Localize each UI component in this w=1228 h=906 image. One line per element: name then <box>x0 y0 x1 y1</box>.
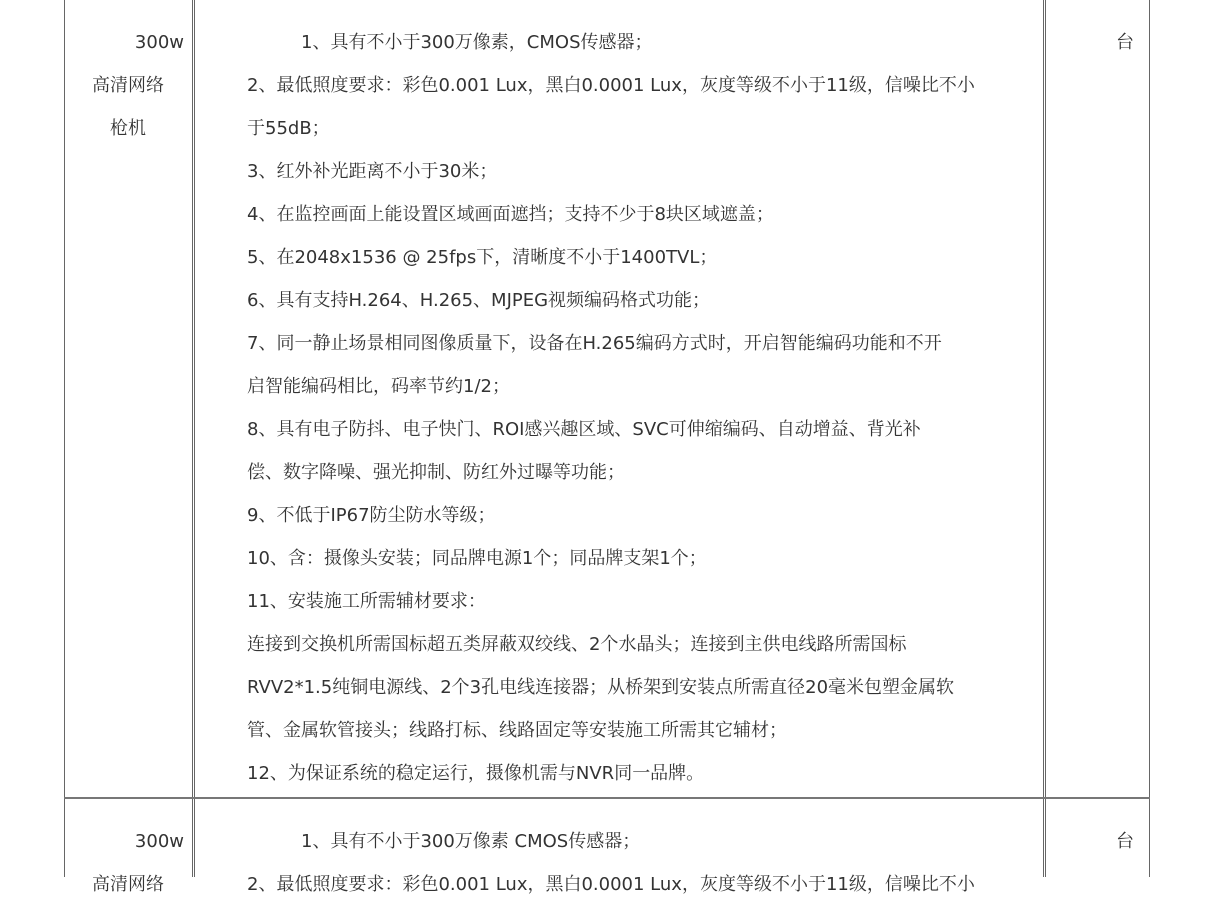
spec-line: 6、具有支持H.264、H.265、MJPEG视频编码格式功能； <box>247 290 711 311</box>
spec-line: 启智能编码相比，码率节约1/2； <box>247 376 510 397</box>
table-border-spec-unit <box>1043 0 1044 877</box>
spec-line: 9、不低于IP67防尘防水等级； <box>247 505 496 526</box>
spec-line: 偿、数字降噪、强光抑制、防红外过曝等功能； <box>247 462 625 483</box>
table-border-right <box>1149 0 1150 877</box>
spec-line: 11、安装施工所需辅材要求： <box>247 591 486 612</box>
spec-line: 1、具有不小于300万像素 CMOS传感器； <box>301 831 641 852</box>
spec-line: 管、金属软管接头；线路打标、线路固定等安装施工所需其它辅材； <box>247 720 787 741</box>
unit-cell <box>1044 820 1150 863</box>
spec-line: 7、同一静止场景相同图像质量下，设备在H.265编码方式时，开启智能编码功能和不开 <box>247 333 942 354</box>
spec-line: 2、最低照度要求：彩色0.001 Lux，黑白0.0001 Lux，灰度等级不小于11级，信噪比不小 <box>247 75 975 96</box>
spec-cell <box>247 21 992 795</box>
unit-cell <box>1044 21 1150 64</box>
table-border-name-spec <box>192 0 193 877</box>
table-border-unit-inner <box>1045 0 1046 877</box>
table-border-spec-inner <box>194 0 195 877</box>
spec-line: 1、具有不小于300万像素，CMOS传感器； <box>301 32 653 53</box>
spec-cell <box>247 820 992 906</box>
unit-label: 台 <box>1116 32 1134 53</box>
spec-line: 3、红外补光距离不小于30米； <box>247 161 498 182</box>
spec-line: 5、在2048x1536 @ 25fps下，清晰度不小于1400TVL； <box>247 247 718 268</box>
spec-line: 连接到交换机所需国标超五类屏蔽双绞线、2个水晶头；连接到主供电线路所需国标 <box>247 634 907 655</box>
product-name-line: 枪机 <box>110 118 146 139</box>
row-divider <box>64 797 1150 799</box>
spec-line: 于55dB； <box>247 118 330 139</box>
product-name-line: 高清网络 <box>92 75 164 96</box>
product-name-line: 300w <box>134 32 184 53</box>
spec-line: 4、在监控画面上能设置区域画面遮挡；支持不少于8块区域遮盖； <box>247 204 774 225</box>
product-name-cell <box>64 21 192 150</box>
product-name-line: 300w <box>134 831 184 852</box>
spec-line: 2、最低照度要求：彩色0.001 Lux，黑白0.0001 Lux，灰度等级不小于11级，信噪比不小 <box>247 874 975 895</box>
spec-line: 10、含：摄像头安装；同品牌电源1个；同品牌支架1个； <box>247 548 707 569</box>
unit-label: 台 <box>1116 831 1134 852</box>
product-name-cell <box>64 820 192 906</box>
product-name-line: 高清网络 <box>92 874 164 895</box>
spec-line: RVV2*1.5纯铜电源线、2个3孔电线连接器；从桥架到安装点所需直径20毫米包塑金属软 <box>247 677 955 698</box>
spec-line: 12、为保证系统的稳定运行，摄像机需与NVR同一品牌。 <box>247 763 705 784</box>
spec-line: 8、具有电子防抖、电子快门、ROI感兴趣区域、SVC可伸缩编码、自动增益、背光补 <box>247 419 921 440</box>
